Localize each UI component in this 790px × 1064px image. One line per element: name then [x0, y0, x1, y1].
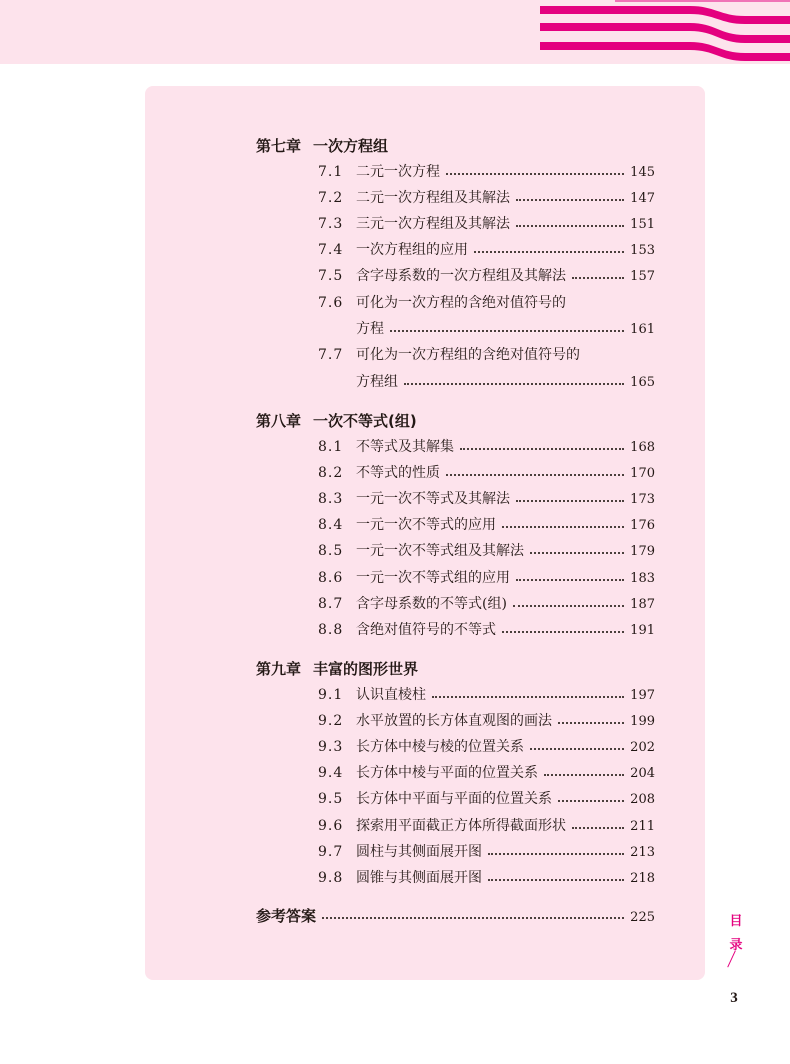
- dot-leader: [572, 827, 624, 829]
- toc-entry[interactable]: [318, 737, 655, 757]
- chapter-label: 第九章: [256, 660, 302, 678]
- chapter-label: 第八章: [256, 412, 302, 430]
- dot-leader: [513, 605, 624, 607]
- toc-entry[interactable]: [318, 463, 655, 483]
- page-number: 202: [630, 740, 655, 755]
- section-title: 三元一次方程组及其解法: [356, 216, 510, 232]
- dot-leader: [474, 251, 624, 253]
- page-number: 176: [630, 518, 655, 533]
- section-title: 不等式及其解集: [356, 439, 454, 455]
- toc-entry[interactable]: [318, 489, 655, 509]
- page-number: 208: [630, 792, 655, 807]
- dot-leader: [558, 800, 624, 802]
- chapter-title: 一次方程组: [313, 137, 389, 155]
- dot-leader: [404, 383, 624, 385]
- toc-entry[interactable]: [318, 345, 655, 365]
- page-number: 173: [630, 492, 655, 507]
- page-number-footer: 3: [730, 990, 738, 1006]
- page-number: 191: [630, 623, 655, 638]
- section-number: 7.3: [318, 216, 344, 232]
- toc-entry-continuation[interactable]: [356, 319, 655, 339]
- section-number: 7.2: [318, 190, 344, 206]
- section-number: 9.6: [318, 818, 344, 834]
- toc-entry[interactable]: [318, 162, 655, 182]
- dot-leader: [516, 500, 624, 502]
- dot-leader: [530, 748, 624, 750]
- dot-leader: [516, 579, 624, 581]
- toc-entry[interactable]: [318, 620, 655, 640]
- section-title: 一元一次不等式的应用: [356, 517, 496, 533]
- page-number: 204: [630, 766, 655, 781]
- section-title: 认识直棱柱: [356, 687, 426, 703]
- page-number: 225: [630, 910, 655, 925]
- page-number: 165: [630, 375, 655, 390]
- section-title: 水平放置的长方体直观图的画法: [356, 713, 552, 729]
- toc-entry-answers[interactable]: [256, 906, 655, 926]
- page-number: 145: [630, 165, 655, 180]
- page-number: 218: [630, 871, 655, 886]
- toc-entry[interactable]: [318, 541, 655, 561]
- section-title: 一次方程组的应用: [356, 242, 468, 258]
- header-stripes-decoration: [440, 0, 790, 64]
- toc-entry[interactable]: [318, 763, 655, 783]
- section-title: 长方体中棱与棱的位置关系: [356, 739, 524, 755]
- toc-entry[interactable]: [318, 842, 655, 862]
- toc-entry[interactable]: [318, 240, 655, 260]
- page-number: 147: [630, 191, 655, 206]
- section-number: 7.5: [318, 268, 344, 284]
- page-number: 161: [630, 322, 655, 337]
- section-title: 一元一次不等式组的应用: [356, 570, 510, 586]
- chapter-title: 一次不等式(组): [313, 412, 417, 430]
- dot-leader: [460, 448, 624, 450]
- toc-entry-continuation[interactable]: [356, 372, 655, 392]
- dot-leader: [544, 774, 624, 776]
- section-number: 7.1: [318, 164, 344, 180]
- dot-leader: [488, 853, 624, 855]
- section-number: 9.1: [318, 687, 344, 703]
- chapter-heading[interactable]: [256, 136, 388, 156]
- section-title: 含字母系数的一次方程组及其解法: [356, 268, 566, 284]
- dot-leader: [502, 631, 624, 633]
- page-number: 211: [630, 819, 655, 834]
- dot-leader: [432, 696, 624, 698]
- section-number: 9.3: [318, 739, 344, 755]
- page-number: 151: [630, 217, 655, 232]
- page-number: 170: [630, 466, 655, 481]
- page-number: 179: [630, 544, 655, 559]
- toc-entry[interactable]: [318, 685, 655, 705]
- toc-entry[interactable]: [318, 568, 655, 588]
- section-title: 一元一次不等式及其解法: [356, 491, 510, 507]
- section-number: 7.6: [318, 295, 344, 311]
- section-title-continued: 方程: [356, 321, 384, 337]
- section-number: 9.2: [318, 713, 344, 729]
- section-number: 9.4: [318, 765, 344, 781]
- chapter-label: 第七章: [256, 137, 302, 155]
- section-number: 8.1: [318, 439, 344, 455]
- toc-entry[interactable]: [318, 515, 655, 535]
- section-number: 9.5: [318, 791, 344, 807]
- page-number: 157: [630, 269, 655, 284]
- page-number: 213: [630, 845, 655, 860]
- page-number: 199: [630, 714, 655, 729]
- section-number: 8.4: [318, 517, 344, 533]
- section-number: 9.8: [318, 870, 344, 886]
- dot-leader: [516, 225, 624, 227]
- section-title: 长方体中棱与平面的位置关系: [356, 765, 538, 781]
- page-number: 168: [630, 440, 655, 455]
- toc-entry[interactable]: [318, 214, 655, 234]
- toc-entry[interactable]: [318, 266, 655, 286]
- side-label-char: 录: [729, 938, 743, 953]
- section-number: 8.6: [318, 570, 344, 586]
- toc-entry[interactable]: [318, 594, 655, 614]
- dot-leader: [502, 526, 624, 528]
- section-title: 可化为一次方程组的含绝对值符号的: [356, 347, 580, 363]
- section-number: 7.7: [318, 347, 344, 363]
- section-number: 8.5: [318, 543, 344, 559]
- section-title: 圆柱与其侧面展开图: [356, 844, 482, 860]
- dot-leader: [558, 722, 624, 724]
- dot-leader: [322, 917, 624, 919]
- section-title: 探索用平面截正方体所得截面形状: [356, 818, 566, 834]
- dot-leader: [446, 474, 624, 476]
- dot-leader: [488, 879, 624, 881]
- section-number: 8.3: [318, 491, 344, 507]
- page-number: 187: [630, 597, 655, 612]
- section-number: 7.4: [318, 242, 344, 258]
- page-number: 153: [630, 243, 655, 258]
- toc-entry[interactable]: [318, 816, 655, 836]
- section-title: 一元一次不等式组及其解法: [356, 543, 524, 559]
- section-title: 圆锥与其侧面展开图: [356, 870, 482, 886]
- toc-entry[interactable]: [318, 188, 655, 208]
- side-slash-decoration: [727, 951, 736, 968]
- toc-entry[interactable]: [318, 711, 655, 731]
- toc-entry[interactable]: [318, 293, 655, 313]
- side-label-char: 目: [729, 914, 743, 929]
- chapter-heading[interactable]: [256, 659, 418, 679]
- dot-leader: [530, 552, 624, 554]
- section-title: 含绝对值符号的不等式: [356, 622, 496, 638]
- dot-leader: [390, 330, 624, 332]
- section-title: 可化为一次方程的含绝对值符号的: [356, 295, 566, 311]
- section-number: 9.7: [318, 844, 344, 860]
- dot-leader: [572, 277, 624, 279]
- section-number: 8.8: [318, 622, 344, 638]
- chapter-heading[interactable]: [256, 411, 417, 431]
- answers-label: 参考答案: [256, 907, 317, 925]
- chapter-title: 丰富的图形世界: [313, 660, 419, 678]
- dot-leader: [516, 199, 624, 201]
- section-title-continued: 方程组: [356, 374, 398, 390]
- section-title: 二元一次方程组及其解法: [356, 190, 510, 206]
- toc-entry[interactable]: [318, 437, 655, 457]
- toc-entry[interactable]: [318, 789, 655, 809]
- section-number: 8.2: [318, 465, 344, 481]
- section-number: 8.7: [318, 596, 344, 612]
- page-number: 183: [630, 571, 655, 586]
- section-title: 不等式的性质: [356, 465, 440, 481]
- dot-leader: [446, 173, 624, 175]
- section-title: 长方体中平面与平面的位置关系: [356, 791, 552, 807]
- page-number: 197: [630, 688, 655, 703]
- section-title: 二元一次方程: [356, 164, 440, 180]
- section-title: 含字母系数的不等式(组): [356, 596, 507, 612]
- toc-entry[interactable]: [318, 868, 655, 888]
